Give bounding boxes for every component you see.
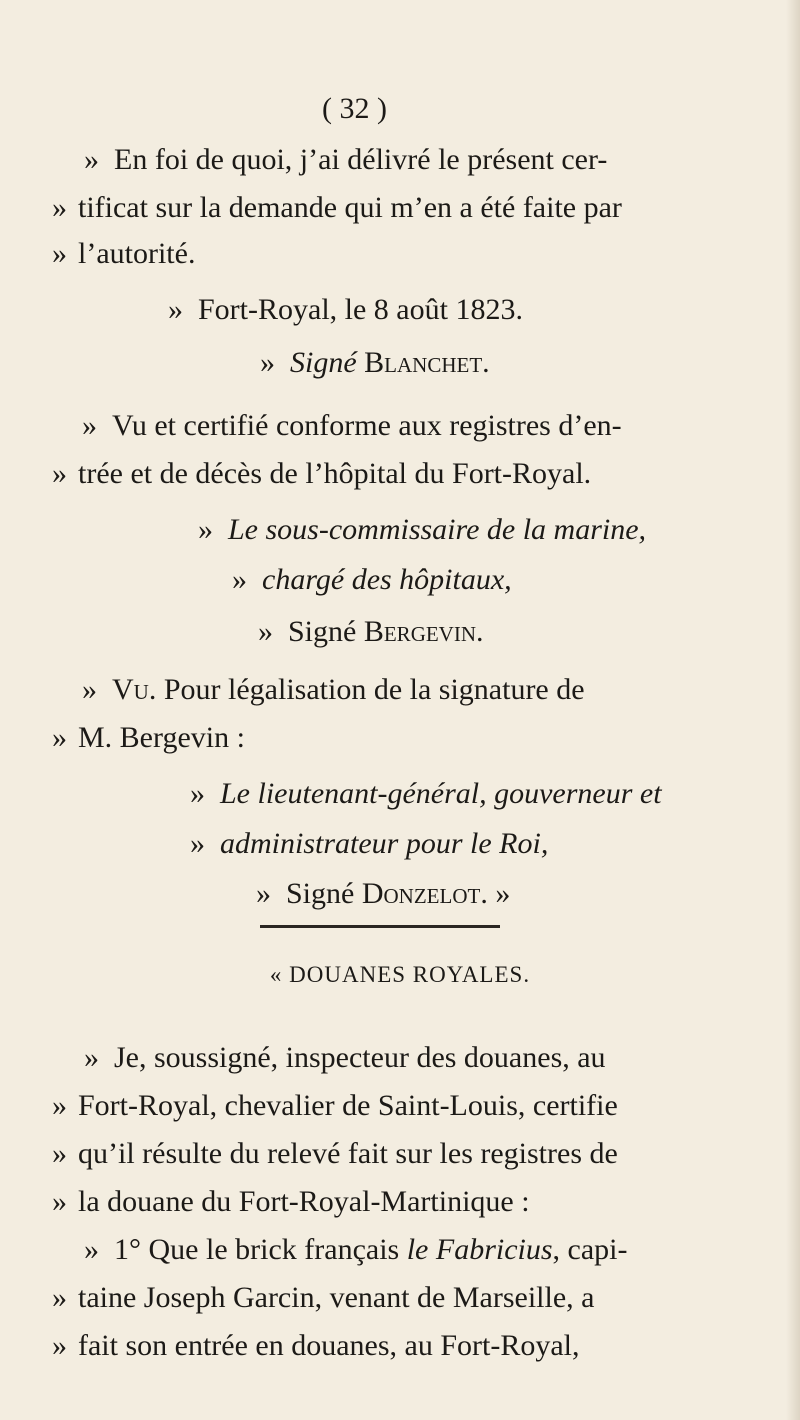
certification-line2: » trée et de décès de l’hôpital du Fort-Royal. xyxy=(52,457,592,490)
quote-mark: » xyxy=(168,293,183,326)
paragraph2-line6: » taine Joseph Garcin, venant de Marseille, a xyxy=(52,1281,595,1314)
quote-mark: » xyxy=(52,721,67,754)
quote-mark: » xyxy=(52,1089,67,1122)
quote-mark: » xyxy=(256,877,271,910)
quote-mark: » xyxy=(84,1041,99,1074)
official2-line1: » Le lieutenant-général, gouverneur et xyxy=(190,777,662,810)
quote-mark: » xyxy=(198,513,213,546)
paragraph2-line1: » Je, soussigné, inspecteur des douanes, au xyxy=(84,1041,606,1074)
quote-mark: » xyxy=(190,827,205,860)
paragraph2-line2: » Fort-Royal, chevalier de Saint-Louis, certifie xyxy=(52,1089,618,1122)
quote-mark: » xyxy=(232,563,247,596)
quote-mark: » xyxy=(258,615,273,648)
quote-mark: » xyxy=(52,237,67,270)
quote-mark: » xyxy=(52,457,67,490)
official1-line1: » Le sous-commissaire de la marine, xyxy=(198,513,647,546)
quote-mark: » xyxy=(52,1185,67,1218)
signature-bergevin: » Signé Bergevin. xyxy=(258,615,484,648)
separator-rule xyxy=(260,925,500,928)
official1-line2: » chargé des hôpitaux, xyxy=(232,563,512,596)
signature-blanchet: » Signé Blanchet. xyxy=(260,346,490,379)
paragraph2-line7: » fait son entrée en douanes, au Fort-Royal, xyxy=(52,1329,580,1362)
paragraph1-line1: » En foi de quoi, j’ai délivré le présent cer- xyxy=(84,143,608,176)
paragraph2-line4: » la douane du Fort-Royal-Martinique : xyxy=(52,1185,530,1218)
paragraph2-line3: » qu’il résulte du relevé fait sur les registres de xyxy=(52,1137,618,1170)
quote-mark: » xyxy=(82,409,97,442)
page-edge xyxy=(786,0,800,1420)
paragraph2-line5: » 1° Que le brick français le Fabricius, capi- xyxy=(84,1233,628,1266)
certification-line1: » Vu et certifié conforme aux registres d’en- xyxy=(82,409,622,442)
quote-mark: » xyxy=(190,777,205,810)
quote-mark: » xyxy=(52,191,67,224)
quote-mark: » xyxy=(52,1137,67,1170)
quote-mark: » xyxy=(260,346,275,379)
paragraph1-line2: » tificat sur la demande qui m’en a été faite par xyxy=(52,191,622,224)
legalisation-line2: » M. Bergevin : xyxy=(52,721,245,754)
section-heading: « DOUANES ROYALES. xyxy=(269,962,531,987)
page-number: ( 32 ) xyxy=(322,92,387,125)
official2-line2: » administrateur pour le Roi, xyxy=(190,827,549,860)
quote-mark: » xyxy=(84,1233,99,1266)
paragraph1-line3: » l’autorité. xyxy=(52,237,196,270)
quote-mark: » xyxy=(84,143,99,176)
place-date: » Fort-Royal, le 8 août 1823. xyxy=(168,293,523,326)
quote-mark: » xyxy=(52,1281,67,1314)
quote-mark: » xyxy=(52,1329,67,1362)
legalisation-line1: » Vu. Pour légalisation de la signature de xyxy=(82,673,585,706)
quote-mark: » xyxy=(82,673,97,706)
signature-donzelot: » Signé Donzelot. » xyxy=(256,877,511,910)
